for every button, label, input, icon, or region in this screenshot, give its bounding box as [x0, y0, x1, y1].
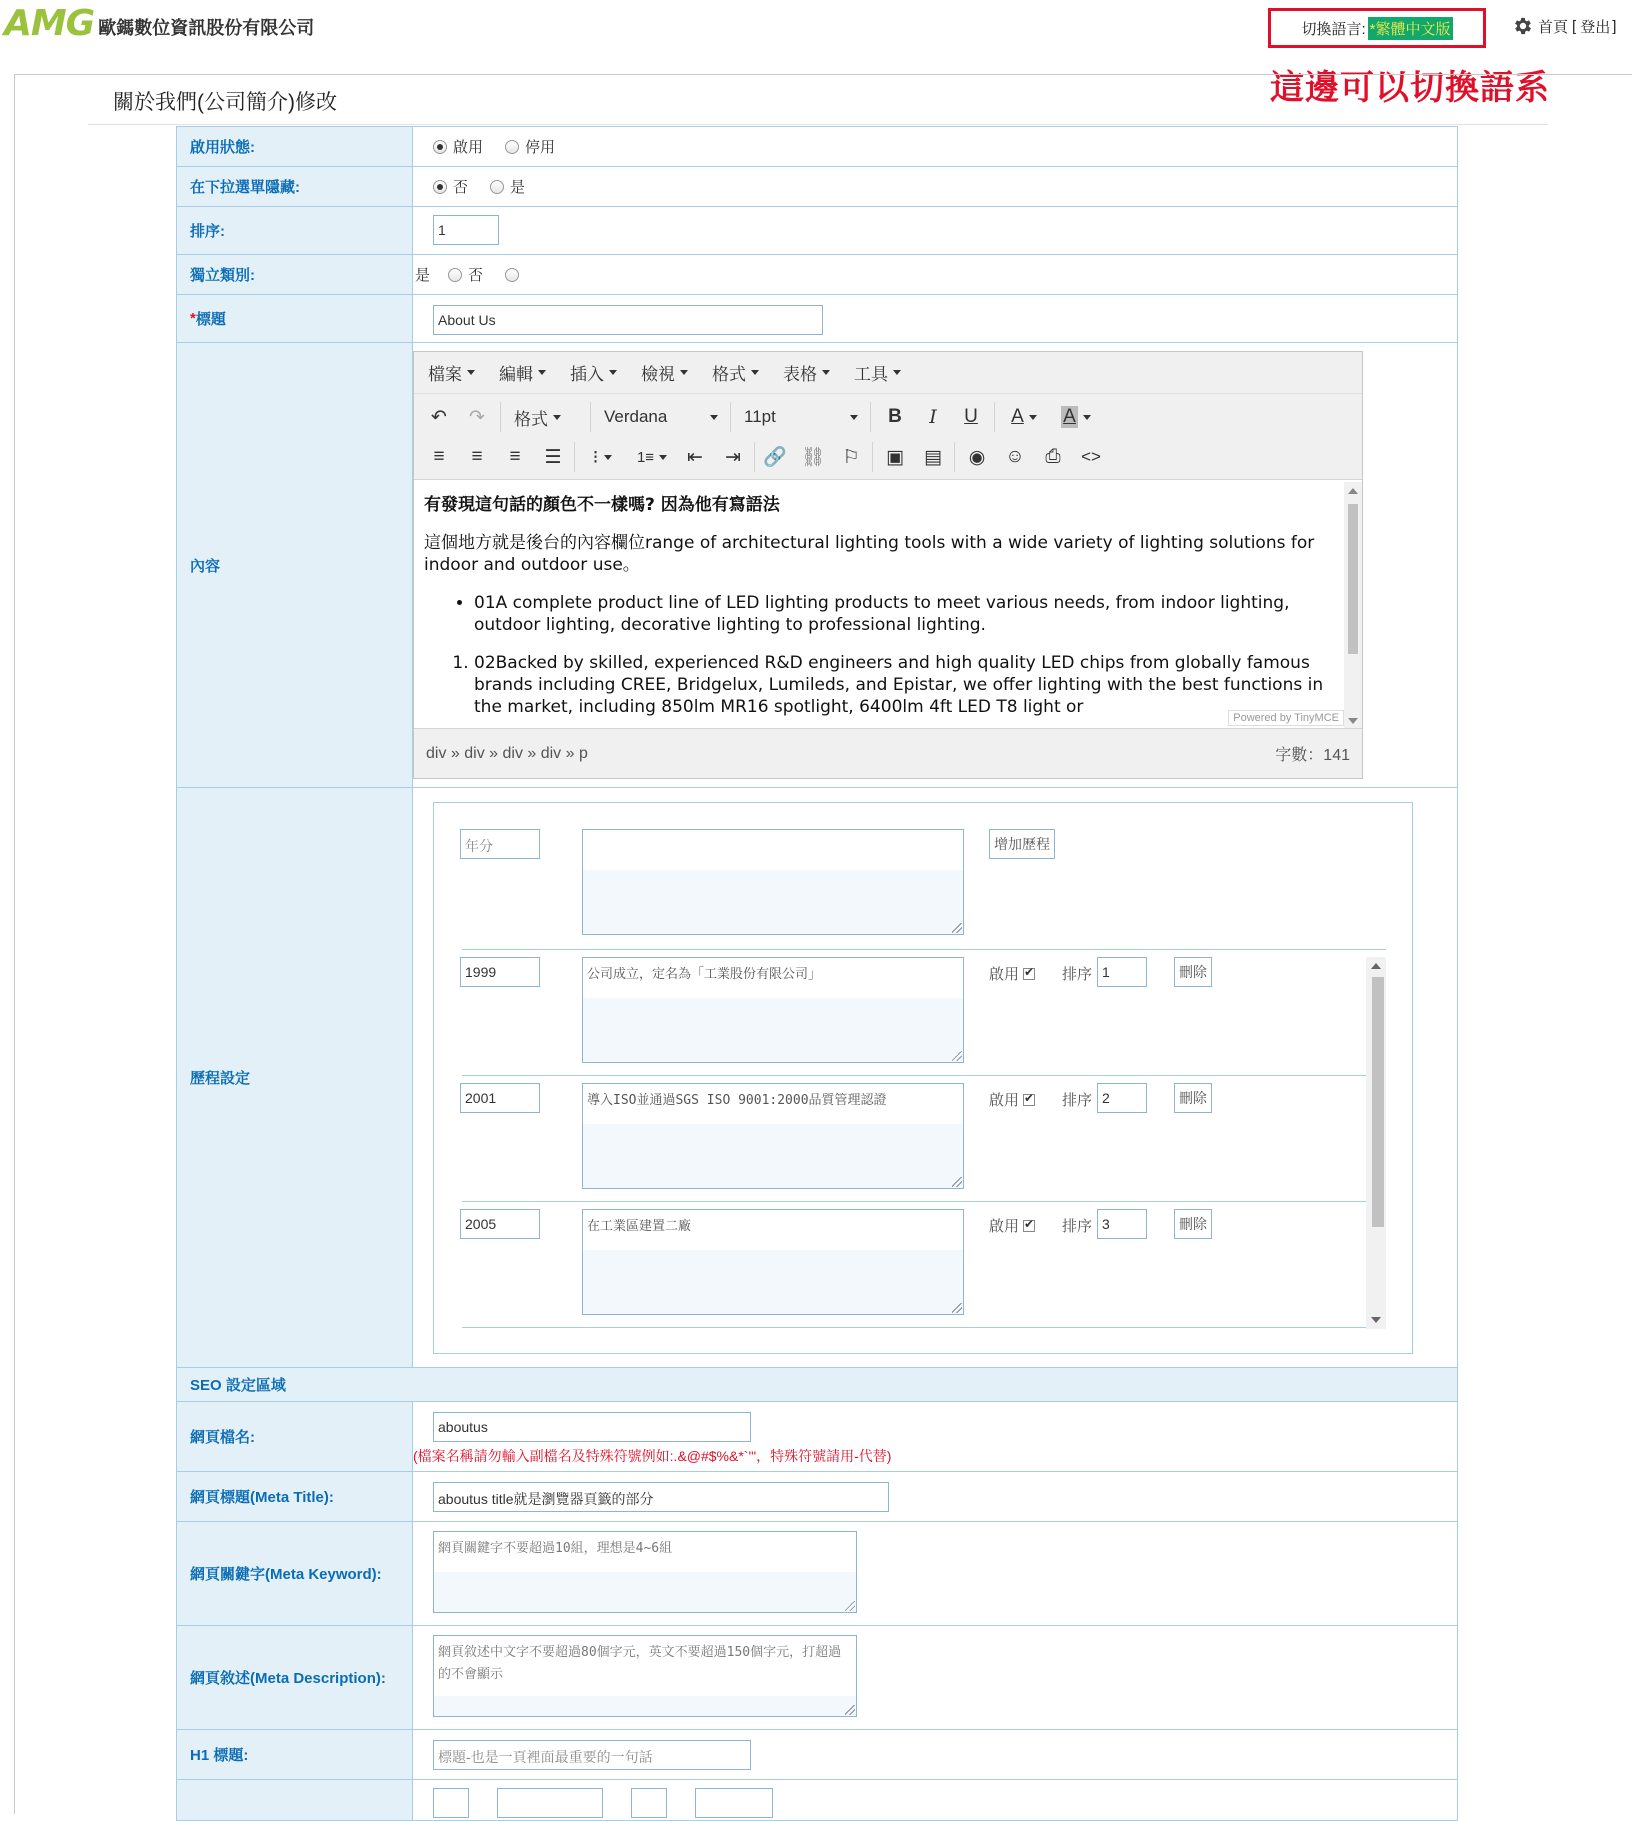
row-history — [177, 788, 1457, 1368]
seo-section-header: SEO 設定區域 — [177, 1368, 1457, 1402]
partial-input[interactable] — [497, 1788, 603, 1818]
meta-description-label: 網頁敘述(Meta Description): — [177, 1626, 413, 1729]
history-delete-button[interactable]: 刪除 — [1174, 1209, 1212, 1239]
image-icon[interactable]: ▣ — [886, 446, 904, 468]
meta-title-input[interactable]: aboutus title就是瀏覽器頁籤的部分 — [433, 1482, 889, 1512]
editor-toolbar — [414, 394, 1362, 480]
history-text-textarea[interactable]: 導入ISO並通過SGS ISO 9001:2000品質管理認證 — [582, 1083, 964, 1189]
h1-label: H1 標題: — [177, 1730, 413, 1779]
powered-by-badge[interactable]: Powered by TinyMCE — [1228, 710, 1344, 726]
row-hide-dropdown — [177, 167, 1457, 207]
editor-scrollbar[interactable] — [1344, 482, 1362, 730]
menu-insert[interactable]: 插入 — [570, 360, 617, 385]
partial-input[interactable] — [433, 1788, 469, 1818]
bold-icon[interactable]: B — [888, 406, 902, 427]
editor-heading: 有發現這句話的顏色不一樣嗎? 因為他有寫語法 — [424, 495, 780, 515]
radio-label: 啟用 — [453, 139, 484, 156]
row-title — [177, 295, 1457, 343]
format-dropdown[interactable]: 格式 — [508, 402, 567, 432]
row-meta-title — [177, 1472, 1457, 1522]
new-history-textarea[interactable] — [582, 829, 964, 935]
row-meta-description — [177, 1626, 1457, 1730]
meta-description-textarea[interactable]: 網頁敘述中文字不要超過80個字元，英文不要超過150個字元，打超過的不會顯示 — [433, 1635, 857, 1717]
text-color-icon[interactable]: A — [1002, 402, 1046, 432]
history-order-label: 排序 — [1062, 966, 1093, 983]
history-year-input[interactable]: 2001 — [460, 1083, 540, 1113]
history-label: 歷程設定 — [177, 788, 413, 1367]
bracket-close: ] — [1612, 17, 1617, 35]
editor-content[interactable] — [414, 482, 1344, 730]
menu-tools[interactable]: 工具 — [854, 360, 901, 385]
independent-no-radio[interactable] — [448, 264, 483, 285]
emoticon-icon[interactable]: ☺ — [1005, 446, 1025, 467]
language-select[interactable]: *繁體中文版 — [1368, 17, 1453, 40]
chevron-down-icon — [822, 370, 830, 375]
indent-icon[interactable]: ⇥ — [725, 446, 741, 468]
row-order — [177, 207, 1457, 255]
unlink-icon[interactable]: ⛓ — [800, 447, 826, 468]
status-enabled-radio[interactable] — [433, 136, 483, 157]
resize-handle-icon — [845, 1705, 855, 1715]
menu-view[interactable]: 檢視 — [641, 360, 688, 385]
print-icon[interactable]: ⎙ — [1045, 446, 1061, 467]
radio-icon — [433, 140, 447, 154]
outdent-icon[interactable]: ⇤ — [687, 446, 703, 468]
status-disabled-radio[interactable] — [505, 136, 555, 157]
italic-icon[interactable]: I — [929, 406, 937, 428]
underline-icon[interactable]: U — [964, 406, 978, 427]
history-enable-checkbox[interactable]: 啟用 ✔ — [989, 1215, 1035, 1236]
source-code-icon[interactable]: <> — [1081, 447, 1101, 466]
logout-link[interactable]: 登出 — [1580, 18, 1611, 36]
radio-icon — [505, 268, 519, 282]
history-delete-button[interactable]: 刪除 — [1174, 957, 1212, 987]
language-switcher[interactable] — [1268, 8, 1486, 48]
radio-label: 否 — [468, 267, 484, 284]
bookmark-icon[interactable]: ⚐ — [842, 446, 860, 468]
hide-dropdown-label: 在下拉選單隱藏: — [177, 167, 413, 206]
radio-icon — [433, 180, 447, 194]
redo-icon[interactable]: ↷ — [469, 406, 485, 428]
title-label — [177, 295, 413, 342]
scroll-up-icon — [1348, 488, 1358, 494]
media-icon[interactable]: ▤ — [924, 446, 942, 468]
status-label: 啟用狀態: — [177, 127, 413, 166]
chevron-down-icon — [751, 370, 759, 375]
row-h1 — [177, 1730, 1457, 1780]
align-justify-icon[interactable]: ☰ — [544, 446, 562, 468]
radio-label: 是 — [510, 179, 526, 196]
chevron-down-icon — [1083, 415, 1091, 420]
editor-bullet-item: • 01A complete product line of LED lighting products to meet various needs, from indoor lighting, outdoor lighting, decorative lighting to professional lighting. — [474, 592, 1334, 636]
chevron-down-icon — [609, 370, 617, 375]
chevron-down-icon — [659, 455, 667, 460]
chevron-down-icon — [538, 370, 546, 375]
history-scrollbar[interactable] — [1366, 957, 1386, 1329]
chevron-down-icon — [710, 415, 718, 420]
meta-title-label: 網頁標題(Meta Title): — [177, 1472, 413, 1521]
title-divider — [88, 124, 1548, 125]
resize-handle-icon — [952, 1303, 962, 1313]
independent-yes-text: 是 — [415, 267, 431, 284]
row-independent — [177, 255, 1457, 295]
preview-eye-icon[interactable]: ◉ — [968, 446, 986, 468]
chevron-down-icon — [553, 415, 561, 420]
seo-filename-input[interactable]: aboutus — [433, 1412, 751, 1442]
history-order-input[interactable]: 3 — [1097, 1209, 1147, 1239]
history-delete-button[interactable]: 刪除 — [1174, 1083, 1212, 1113]
bracket-open: [ — [1572, 17, 1577, 35]
history-year-input[interactable]: 1999 — [460, 957, 540, 987]
row-meta-keyword — [177, 1522, 1457, 1626]
language-annotation: 這邊可以切換語系 — [1270, 69, 1550, 107]
history-editor — [433, 802, 1413, 1354]
history-text-textarea[interactable]: 公司成立，定名為「工業股份有限公司」 — [582, 957, 964, 1063]
logo-mark: AMG — [4, 3, 95, 44]
company-name: 歐鎷數位資訊股份有限公司 — [98, 18, 315, 38]
seo-filename-label: 網頁檔名: — [177, 1402, 413, 1471]
order-input[interactable]: 1 — [433, 215, 499, 245]
link-icon[interactable]: 🔗 — [763, 447, 787, 468]
add-history-button[interactable]: 增加歷程 — [989, 829, 1055, 859]
menu-file[interactable]: 檔案 — [428, 360, 475, 385]
hide-yes-radio[interactable] — [490, 176, 525, 197]
align-center-icon[interactable]: ≡ — [471, 446, 483, 467]
chevron-down-icon — [850, 415, 858, 420]
checkbox-icon — [1023, 1220, 1035, 1232]
editor-numbered-item: 1. 02Backed by skilled, experienced R&D engineers and high quality LED chips from globally famous brands including CREE, Bridgelux, Lumileds, and Epistar, we offer lighting with the best functions in the market, including 850lm MR16 spotlight, 6400lm 4ft LED T8 light or — [474, 652, 1334, 718]
radio-icon — [505, 140, 519, 154]
gear-icon[interactable] — [1512, 15, 1534, 37]
hide-no-radio[interactable] — [433, 176, 468, 197]
chevron-down-icon — [1029, 415, 1037, 420]
editor-statusbar — [414, 728, 1362, 778]
rich-text-editor — [413, 351, 1363, 779]
history-order-label: 排序 — [1062, 1092, 1093, 1109]
h1-input[interactable]: 標題-也是一頁裡面最重要的一句話 — [433, 1740, 751, 1770]
row-status — [177, 127, 1457, 167]
undo-icon[interactable]: ↶ — [431, 406, 447, 428]
editor-menubar — [414, 352, 1362, 394]
partial-input[interactable] — [695, 1788, 773, 1818]
checkbox-icon — [1023, 968, 1035, 980]
element-path[interactable]: div » div » div » div » p — [426, 744, 588, 762]
bullet-list-icon[interactable]: ⁝ — [580, 442, 624, 472]
partial-label — [177, 1780, 413, 1820]
resize-handle-icon — [952, 923, 962, 933]
menu-table[interactable]: 表格 — [783, 360, 830, 385]
menu-edit[interactable]: 編輯 — [499, 360, 546, 385]
history-order-input[interactable]: 1 — [1097, 957, 1147, 987]
editor-paragraph: 這個地方就是後台的內容欄位range of architectural lighting tools with a wide variety of lighting solutions for indoor and outdoor use。 — [424, 533, 1315, 575]
radio-label: 停用 — [525, 139, 556, 156]
top-nav — [1512, 12, 1616, 40]
align-right-icon[interactable]: ≡ — [509, 446, 521, 467]
scroll-down-icon — [1348, 718, 1358, 724]
chevron-down-icon — [604, 455, 612, 460]
chevron-down-icon — [467, 370, 475, 375]
independent-label: 獨立類別: — [177, 255, 413, 294]
new-year-input[interactable]: 年分 — [460, 829, 540, 859]
font-size-dropdown[interactable]: 11pt — [738, 402, 864, 432]
seo-filename-warning: (檔案名稱請勿輸入副檔名及特殊符號例如:.&@#$%&*`'"，特殊符號請用-代替) — [413, 1448, 892, 1464]
home-link[interactable]: 首頁 — [1538, 18, 1569, 36]
meta-keyword-label: 網頁關鍵字(Meta Keyword): — [177, 1522, 413, 1625]
resize-handle-icon — [952, 1177, 962, 1187]
page-title: 關於我們(公司簡介)修改 — [113, 91, 337, 114]
required-mark: * — [190, 310, 196, 327]
history-enable-checkbox[interactable]: 啟用 ✔ — [989, 1089, 1035, 1110]
chevron-down-icon — [680, 370, 688, 375]
meta-keyword-textarea[interactable]: 網頁關鍵字不要超過10組，理想是4~6組 — [433, 1531, 857, 1613]
language-label: 切換語言: — [1301, 20, 1366, 38]
logo[interactable] — [4, 3, 315, 44]
chevron-down-icon — [893, 370, 901, 375]
history-enable-checkbox[interactable]: 啟用 ✔ — [989, 963, 1035, 984]
resize-handle-icon — [952, 1051, 962, 1061]
radio-icon — [448, 268, 462, 282]
order-label: 排序: — [177, 207, 413, 254]
scrollbar-thumb — [1348, 504, 1358, 654]
radio-icon — [490, 180, 504, 194]
row-seo-filename — [177, 1402, 1457, 1472]
word-count: 字數：141 — [1275, 747, 1350, 764]
title-input[interactable]: About Us — [433, 305, 823, 335]
resize-handle-icon — [845, 1601, 855, 1611]
independent-yes-radio[interactable] — [505, 268, 525, 282]
row-content — [177, 343, 1457, 788]
history-text-textarea[interactable]: 在工業區建置二廠 — [582, 1209, 964, 1315]
content-label: 內容 — [177, 343, 413, 787]
menu-format[interactable]: 格式 — [712, 360, 759, 385]
scrollbar-thumb — [1372, 977, 1384, 1227]
checkbox-icon — [1023, 1094, 1035, 1106]
font-family-dropdown[interactable]: Verdana — [598, 402, 724, 432]
row-partial — [177, 1780, 1457, 1820]
background-color-icon[interactable]: A — [1054, 402, 1098, 432]
title-label-text: 標題 — [195, 311, 226, 328]
partial-input[interactable] — [631, 1788, 667, 1818]
history-year-input[interactable]: 2005 — [460, 1209, 540, 1239]
align-left-icon[interactable]: ≡ — [433, 446, 445, 467]
scroll-up-icon — [1371, 963, 1381, 969]
scroll-down-icon — [1371, 1317, 1381, 1323]
numbered-list-icon[interactable]: 1≡ — [630, 442, 674, 472]
radio-label: 否 — [453, 179, 469, 196]
history-order-input[interactable]: 2 — [1097, 1083, 1147, 1113]
edit-form — [176, 126, 1458, 1821]
history-order-label: 排序 — [1062, 1218, 1093, 1235]
